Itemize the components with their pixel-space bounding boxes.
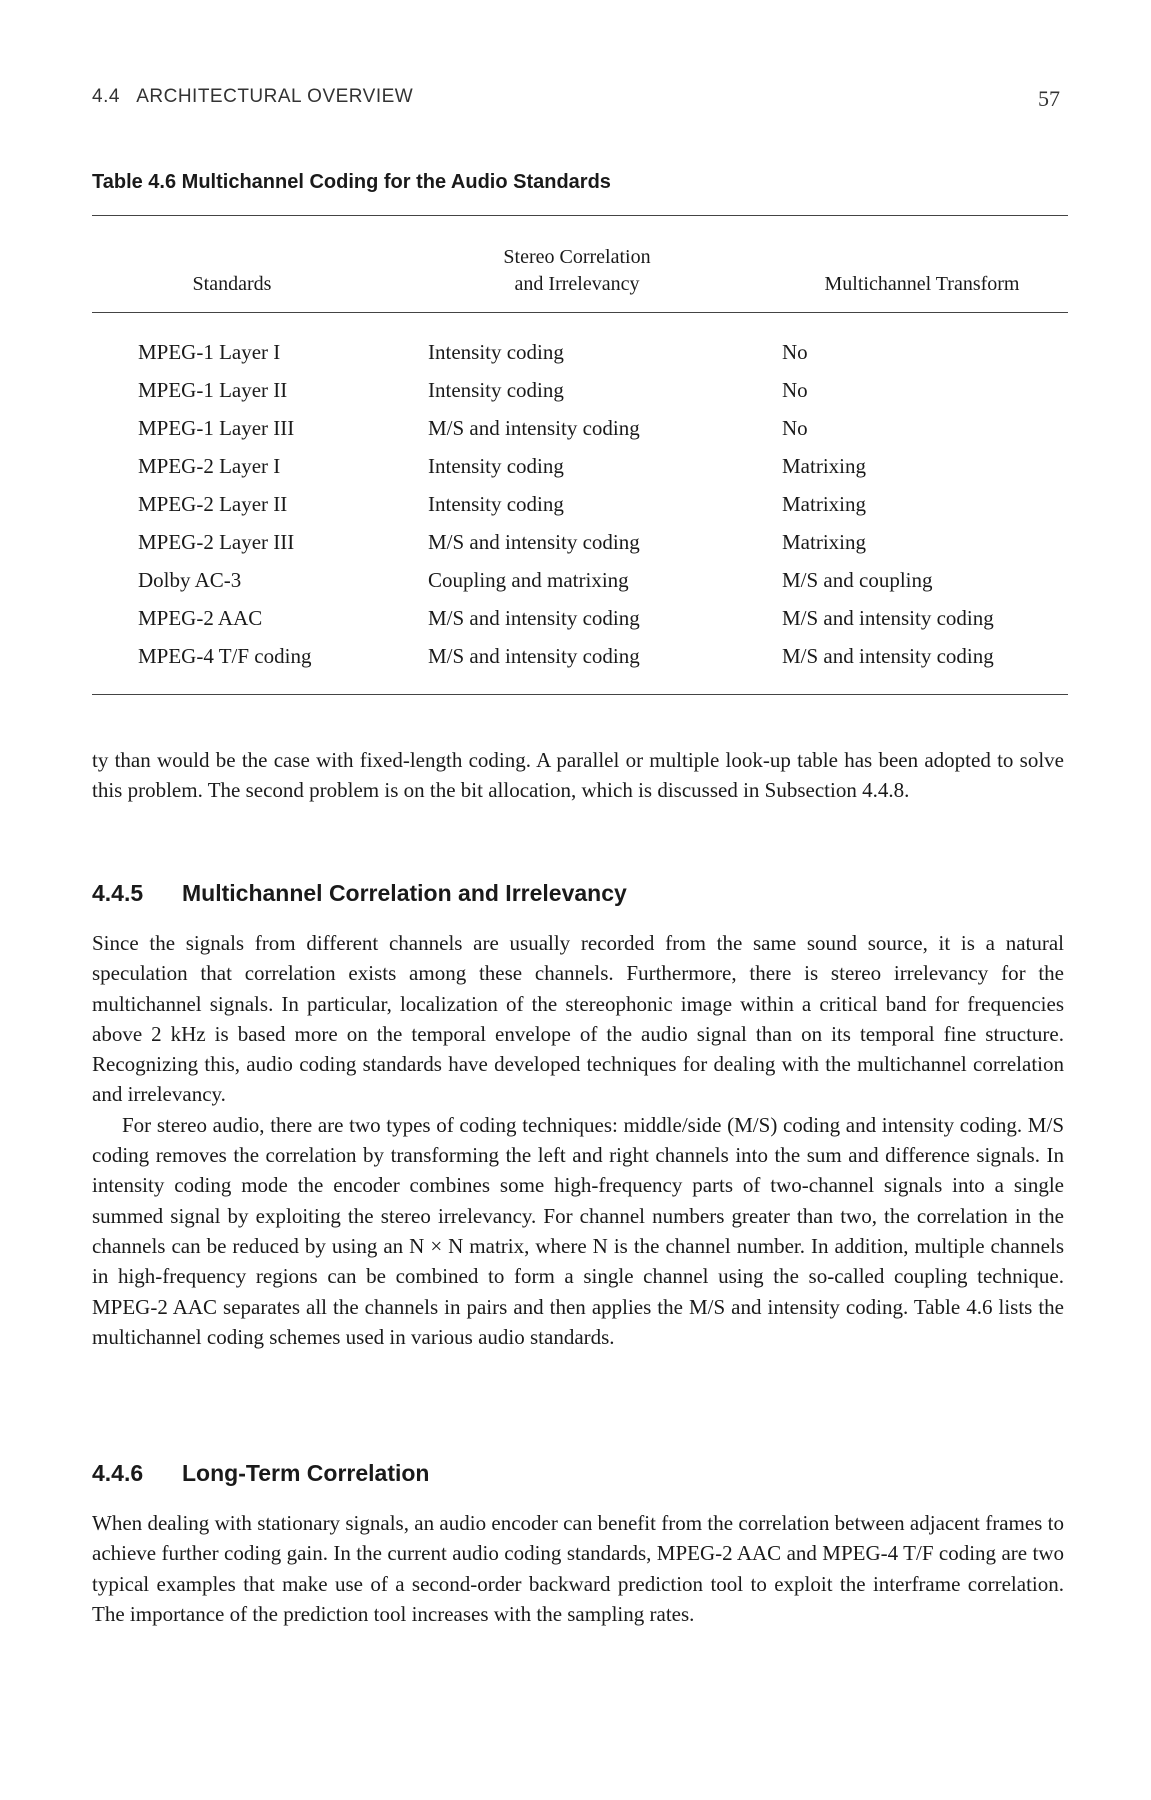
cell-transform: Matrixing [782,530,866,554]
continuation-paragraph [92,745,1064,806]
cell-stereo: Intensity coding [428,340,564,364]
cell-standard: Dolby AC-3 [138,568,242,592]
cell-stereo: Intensity coding [428,378,564,402]
header-multichannel-transform [772,271,1072,298]
running-head-section: 4.4 ARCHITECTURAL OVERVIEW [92,86,414,107]
paragraph: When dealing with stationary signals, an audio encoder can benefit from the correlation between adjacent frames to achieve further coding gain. In the current audio coding standards, MPEG-2 AAC and MPEG-4 T/F coding are two typical examples that make use of a second-order backward prediction tool to exploit the interframe correlation. The importance of the prediction tool increases with the sampling rates. [92,1511,1064,1626]
cell-stereo: Intensity coding [428,454,564,478]
section-heading-4-4-5 [92,880,627,907]
table-top-rule [92,215,1068,216]
section-title: Multichannel Correlation and Irrelevancy [182,880,627,906]
cell-transform: M/S and intensity coding [782,606,994,630]
table-bottom-rule [92,694,1068,695]
section-number: 4.4.5 [92,880,144,906]
page-number: 57 [1038,86,1060,111]
cell-standard: MPEG-2 AAC [138,606,263,630]
cell-standard: MPEG-4 T/F coding [138,644,312,668]
cell-standard: MPEG-2 Layer III [138,530,295,554]
paragraph: Since the signals from different channels are usually recorded from the same sound source, it is a natural speculation that correlation exists among these channels. Furthermore, there is stereo irrelevancy for the multichannel signals. In particular, localization of the stereophonic image within a critical band for frequencies above 2 kHz is based more on the temporal envelope of the audio signal than on its temporal fine structure. Recognizing this, audio coding standards have developed techniques for dealing with the multichannel correlation and irrelevancy. [92,931,1064,1107]
cell-transform: M/S and intensity coding [782,644,994,668]
table-row [92,568,1068,606]
table-row [92,416,1068,454]
cell-transform: No [782,378,808,402]
table-row [92,378,1068,416]
table-header-rule [92,312,1068,313]
cell-standard: MPEG-1 Layer III [138,416,295,440]
cell-stereo: M/S and intensity coding [428,530,640,554]
paragraph: ty than would be the case with fixed-length coding. A parallel or multiple look-up table has been adopted to solve this problem. The second problem is on the bit allocation, which is discussed in Subsection 4.4.8. [92,748,1064,803]
cell-standard: MPEG-2 Layer I [138,454,281,478]
running-head [92,86,1060,112]
section-4-4-5-body [92,928,1064,1352]
table-caption: Table 4.6 Multichannel Coding for the Audio Standards [92,171,611,193]
table-body [92,340,1068,682]
table-row [92,606,1068,644]
cell-stereo: M/S and intensity coding [428,606,640,630]
cell-transform: M/S and coupling [782,568,933,592]
cell-transform: Matrixing [782,454,866,478]
table-row [92,530,1068,568]
cell-transform: Matrixing [782,492,866,516]
header-stereo-correlation [442,244,712,298]
table-row [92,340,1068,378]
cell-standard: MPEG-1 Layer I [138,340,281,364]
header-multichannel-transform-text: Multichannel Transform [824,273,1020,295]
header-standards [152,271,312,298]
cell-stereo: Coupling and matrixing [428,568,629,592]
table-row [92,644,1068,682]
section-heading-4-4-6 [92,1460,429,1487]
cell-stereo: Intensity coding [428,492,564,516]
cell-transform: No [782,416,808,440]
section-title: Long-Term Correlation [182,1460,430,1486]
paragraph: For stereo audio, there are two types of coding techniques: middle/side (M/S) coding and intensity coding. M/S coding removes the correlation by transforming the left and right channels into the sum and difference signals. In intensity coding mode the encoder combines some high-frequency parts of two-channel signals into a single summed signal by exploiting the stereo irrelevancy. For channel numbers greater than two, the correlation in the channels can be reduced by using an N × N matrix, where N is the channel number. In addition, multiple channels in high-frequency regions can be combined to form a single channel using the so-called coupling technique. MPEG-2 AAC separates all the channels in pairs and then applies the M/S and intensity coding. Table 4.6 lists the multichannel coding schemes used in various audio standards. [92,1112,1064,1349]
section-4-4-6-body [92,1508,1064,1629]
section-number: 4.4.6 [92,1460,144,1486]
table-row [92,492,1068,530]
cell-standard: MPEG-2 Layer II [138,492,288,516]
cell-transform: No [782,340,808,364]
table-row [92,454,1068,492]
cell-stereo: M/S and intensity coding [428,644,640,668]
header-stereo-correlation-text: Stereo Correlation and Irrelevancy [503,246,651,295]
cell-stereo: M/S and intensity coding [428,416,640,440]
cell-standard: MPEG-1 Layer II [138,378,288,402]
header-standards-text: Standards [192,273,272,295]
